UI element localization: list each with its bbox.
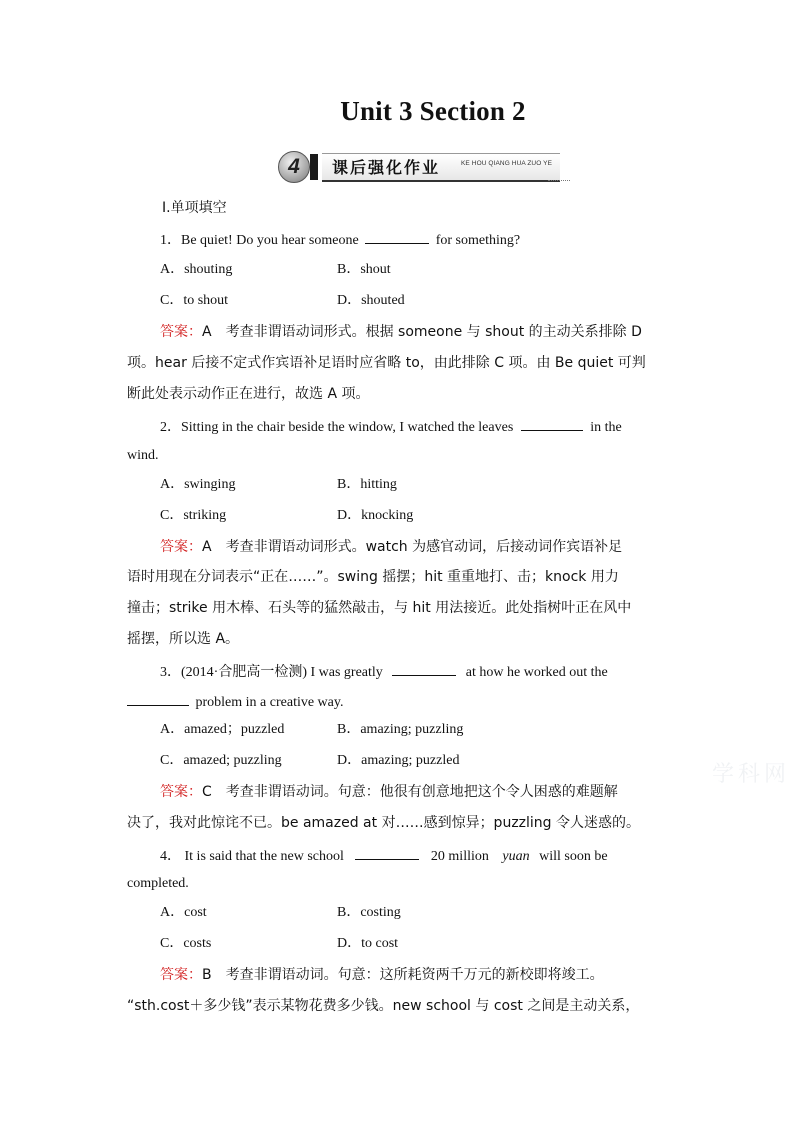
homework-banner xyxy=(278,150,568,184)
q1-option-c: C．to shout xyxy=(160,293,229,308)
q2-stem: 2．Sitting in the chair beside the window, I watched the leaves xyxy=(160,420,514,435)
q3-option-c: C．amazed; puzzling xyxy=(160,753,282,768)
answer-label: 答案： xyxy=(160,539,202,555)
q2-option-a: A．swinging xyxy=(160,477,236,492)
q2-stem-end: in the xyxy=(590,420,622,435)
number-badge-icon: 4 xyxy=(278,151,310,183)
q4-stem-end: will soon be xyxy=(539,849,608,864)
q3-blank-1 xyxy=(392,661,456,676)
q1-stem: 1．Be quiet! Do you hear someone xyxy=(160,233,359,248)
q3-answer-line-2: 决了，我对此惊诧不已。be amazed at 对……感到惊异；puzzling 令人迷惑的。 xyxy=(127,815,641,831)
q4-stem-amount: 20 million xyxy=(430,849,489,864)
q4-option-a: A．cost xyxy=(160,905,207,920)
q1-answer-text-1: A 考查非谓语动词形式。根据 someone 与 shout 的主动关系排除 D xyxy=(202,324,642,340)
q1-answer-line-3: 断此处表示动作正在进行，故选 A 项。 xyxy=(127,386,370,402)
banner-bar xyxy=(310,154,318,180)
q4-stem: 4． It is said that the new school xyxy=(160,849,344,864)
q4-answer-text-1: B 考查非谓语动词。句意：这所耗资两千万元的新校即将竣工。 xyxy=(202,967,604,983)
q4-blank xyxy=(355,845,419,860)
q4-answer-line-1 xyxy=(160,965,604,985)
q2-option-c: C．striking xyxy=(160,508,227,523)
q2-option-b: B．hitting xyxy=(337,477,397,492)
q2-answer-line-1 xyxy=(160,537,622,557)
question-1 xyxy=(160,229,520,251)
q1-stem-end: for something? xyxy=(435,233,521,248)
q3-answer-line-1 xyxy=(160,782,618,802)
q1-answer-line-1 xyxy=(160,322,642,342)
q2-answer-line-3: 撞击；strike 用木棒、石头等的猛然敲击，与 hit 用法接近。此处指树叶正在风中 xyxy=(127,600,632,616)
q2-option-d: D．knocking xyxy=(337,508,414,523)
q2-blank xyxy=(521,416,583,431)
q2-answer-line-4: 摇摆，所以选 A。 xyxy=(127,631,240,647)
question-4 xyxy=(160,845,608,867)
answer-label: 答案： xyxy=(160,967,202,983)
q1-option-b: B．shout xyxy=(337,262,391,277)
answer-label: 答案： xyxy=(160,784,202,800)
q1-option-d: D．shouted xyxy=(337,293,405,308)
q3-stem: 3．(2014·合肥高一检测) I was greatly xyxy=(160,665,383,680)
question-2 xyxy=(160,416,622,438)
q3-answer-text-1: C 考查非谓语动词。句意：他很有创意地把这个令人困惑的难题解 xyxy=(202,784,618,800)
section-heading: Ⅰ.单项填空 xyxy=(162,200,227,216)
q3-option-d: D．amazing; puzzled xyxy=(337,753,460,768)
banner-dots xyxy=(548,180,570,181)
q3-stem-line-2 xyxy=(127,691,343,713)
q4-option-b: B．costing xyxy=(337,905,401,920)
page-title: Unit 3 Section 2 xyxy=(340,96,526,126)
q4-option-d: D．to cost xyxy=(337,936,399,951)
q4-stem-yuan: yuan xyxy=(502,849,530,864)
answer-label: 答案： xyxy=(160,324,202,340)
q3-blank-2 xyxy=(127,691,189,706)
q4-option-c: C．costs xyxy=(160,936,212,951)
q2-answer-line-2: 语时用现在分词表示“正在……”。swing 摇摆；hit 重重地打、击；knock 用力 xyxy=(127,569,619,585)
q1-answer-line-2: 项。hear 后接不定式作宾语补足语时应省略 to，由此排除 C 项。由 Be quiet 可判 xyxy=(127,355,646,371)
banner-pinyin: KE HOU QIANG HUA ZUO YE xyxy=(461,160,553,167)
q4-stem-line-2: completed. xyxy=(127,876,189,891)
q1-blank xyxy=(365,229,429,244)
q2-stem-line-2: wind. xyxy=(127,448,159,463)
watermark: 学科网 xyxy=(712,762,791,787)
q3-option-b: B．amazing; puzzling xyxy=(337,722,464,737)
q3-stem-line-2-text: problem in a creative way. xyxy=(195,695,344,710)
question-3 xyxy=(160,661,608,683)
banner-text: 课后强化作业 xyxy=(332,158,441,177)
q4-answer-line-2: “sth.cost＋多少钱”表示某物花费多少钱。new school 与 cost 之间是主动关系， xyxy=(127,998,640,1014)
q1-option-a: A．shouting xyxy=(160,262,233,277)
q3-stem-end: at how he worked out the xyxy=(465,665,608,680)
q2-answer-text-1: A 考查非谓语动词形式。watch 为感官动词，后接动词作宾语补足 xyxy=(202,539,623,555)
q3-option-a: A．amazed；puzzled xyxy=(160,722,285,737)
